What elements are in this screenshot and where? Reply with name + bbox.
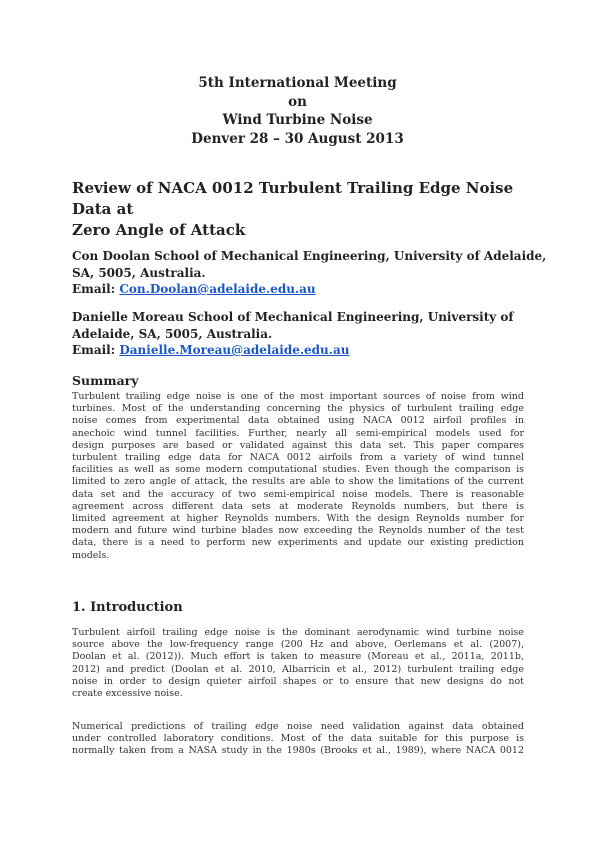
text-line: 2012) and predict (Doolan et al. 2010, Albarricin et al., 2012) turbulent trailing edge bbox=[72, 663, 524, 675]
text-line: turbines. Most of the understanding concerning the physics of turbulent trailing edge bbox=[72, 403, 524, 415]
author-affiliation-line: SA, 5005, Australia. bbox=[72, 265, 206, 280]
text-line: agreement across different data sets at moderate Reynolds numbers, but there is bbox=[72, 500, 524, 512]
text-line: models. bbox=[72, 549, 110, 561]
author-email-row bbox=[72, 342, 532, 359]
introduction-paragraph-2 bbox=[72, 721, 524, 758]
text-line: limited to zero angle of attack, the results are able to show the limitations of the current bbox=[72, 476, 524, 488]
text-line: Doolan et al. (2012)). Much effort is taken to measure (Moreau et al., 2011a, 2011b, bbox=[72, 651, 524, 663]
author-affiliation-line: Con Doolan School of Mechanical Engineering, University of Adelaide, bbox=[72, 249, 547, 263]
author-affiliation-line: Adelaide, SA, 5005, Australia. bbox=[72, 326, 273, 341]
introduction-heading: 1. Introduction bbox=[72, 600, 183, 615]
email-label: Email: bbox=[72, 343, 116, 357]
text-line: Numerical predictions of trailing edge noise need validation against data obtained bbox=[72, 721, 524, 732]
conference-line: 5th International Meeting bbox=[198, 75, 397, 91]
paper-title bbox=[72, 178, 532, 241]
summary-heading: Summary bbox=[72, 373, 139, 388]
email-link[interactable]: Con.Doolan@adelaide.edu.au bbox=[119, 282, 316, 296]
conference-title bbox=[0, 74, 595, 148]
email-label: Email: bbox=[72, 282, 116, 296]
text-line: turbulent trailing edge data for NACA 0012 airfoils from a variety of wind tunnel bbox=[72, 452, 524, 464]
author-affiliation-line: Danielle Moreau School of Mechanical Engineering, University of bbox=[72, 310, 514, 324]
paper-title-line: Review of NACA 0012 Turbulent Trailing Edge Noise Data at bbox=[72, 179, 514, 218]
text-line: create excessive noise. bbox=[72, 688, 183, 700]
paper-title-line: Zero Angle of Attack bbox=[72, 221, 246, 239]
text-line: Turbulent airfoil trailing edge noise is the dominant aerodynamic wind turbine noise bbox=[72, 627, 524, 638]
text-line: source above the low-frequency range (200 Hz and above, Oerlemans et al. (2007), bbox=[72, 639, 524, 651]
text-line: facilities as well as some modern computational studies. Even though the comparison is bbox=[72, 464, 524, 476]
text-line: Turbulent trailing edge noise is one of the most important sources of noise from wind bbox=[72, 391, 524, 402]
text-line: noise comes from experimental data obtained using NACA 0012 airfoil profiles in bbox=[72, 415, 524, 427]
text-line: noise in order to design quieter airfoil shapes or to ensure that new designs do not bbox=[72, 675, 524, 687]
text-line: limited agreement at higher Reynolds numbers. With the design Reynolds number for bbox=[72, 513, 524, 525]
author-block-doolan bbox=[72, 248, 547, 298]
email-link[interactable]: Danielle.Moreau@adelaide.edu.au bbox=[119, 343, 350, 357]
conference-line: Wind Turbine Noise bbox=[222, 112, 373, 128]
text-line: normally taken from a NASA study in the 1980s (Brooks et al., 1989), where NACA 0012 bbox=[72, 745, 524, 757]
text-line: data, there is a need to perform new experiments and update our existing prediction bbox=[72, 537, 524, 549]
text-line: anechoic wind tunnel facilities. Further, nearly all semi-empirical models used for bbox=[72, 427, 524, 439]
introduction-paragraph-1 bbox=[72, 627, 524, 700]
text-line: modern and future wind turbine blades now exceeding the Reynolds number of the test bbox=[72, 525, 524, 537]
author-email-row bbox=[72, 281, 532, 298]
author-block-moreau bbox=[72, 309, 532, 359]
text-line: under controlled laboratory conditions. Most of the data suitable for this purpose is bbox=[72, 733, 524, 745]
conference-line: Denver 28 – 30 August 2013 bbox=[191, 130, 404, 147]
text-line: data set and the accuracy of two semi-empirical noise models. There is reasonable bbox=[72, 488, 524, 500]
conference-line: on bbox=[288, 93, 307, 110]
text-line: design purposes are based or validated against this data set. This paper compares bbox=[72, 439, 524, 451]
summary-paragraph bbox=[72, 391, 524, 562]
